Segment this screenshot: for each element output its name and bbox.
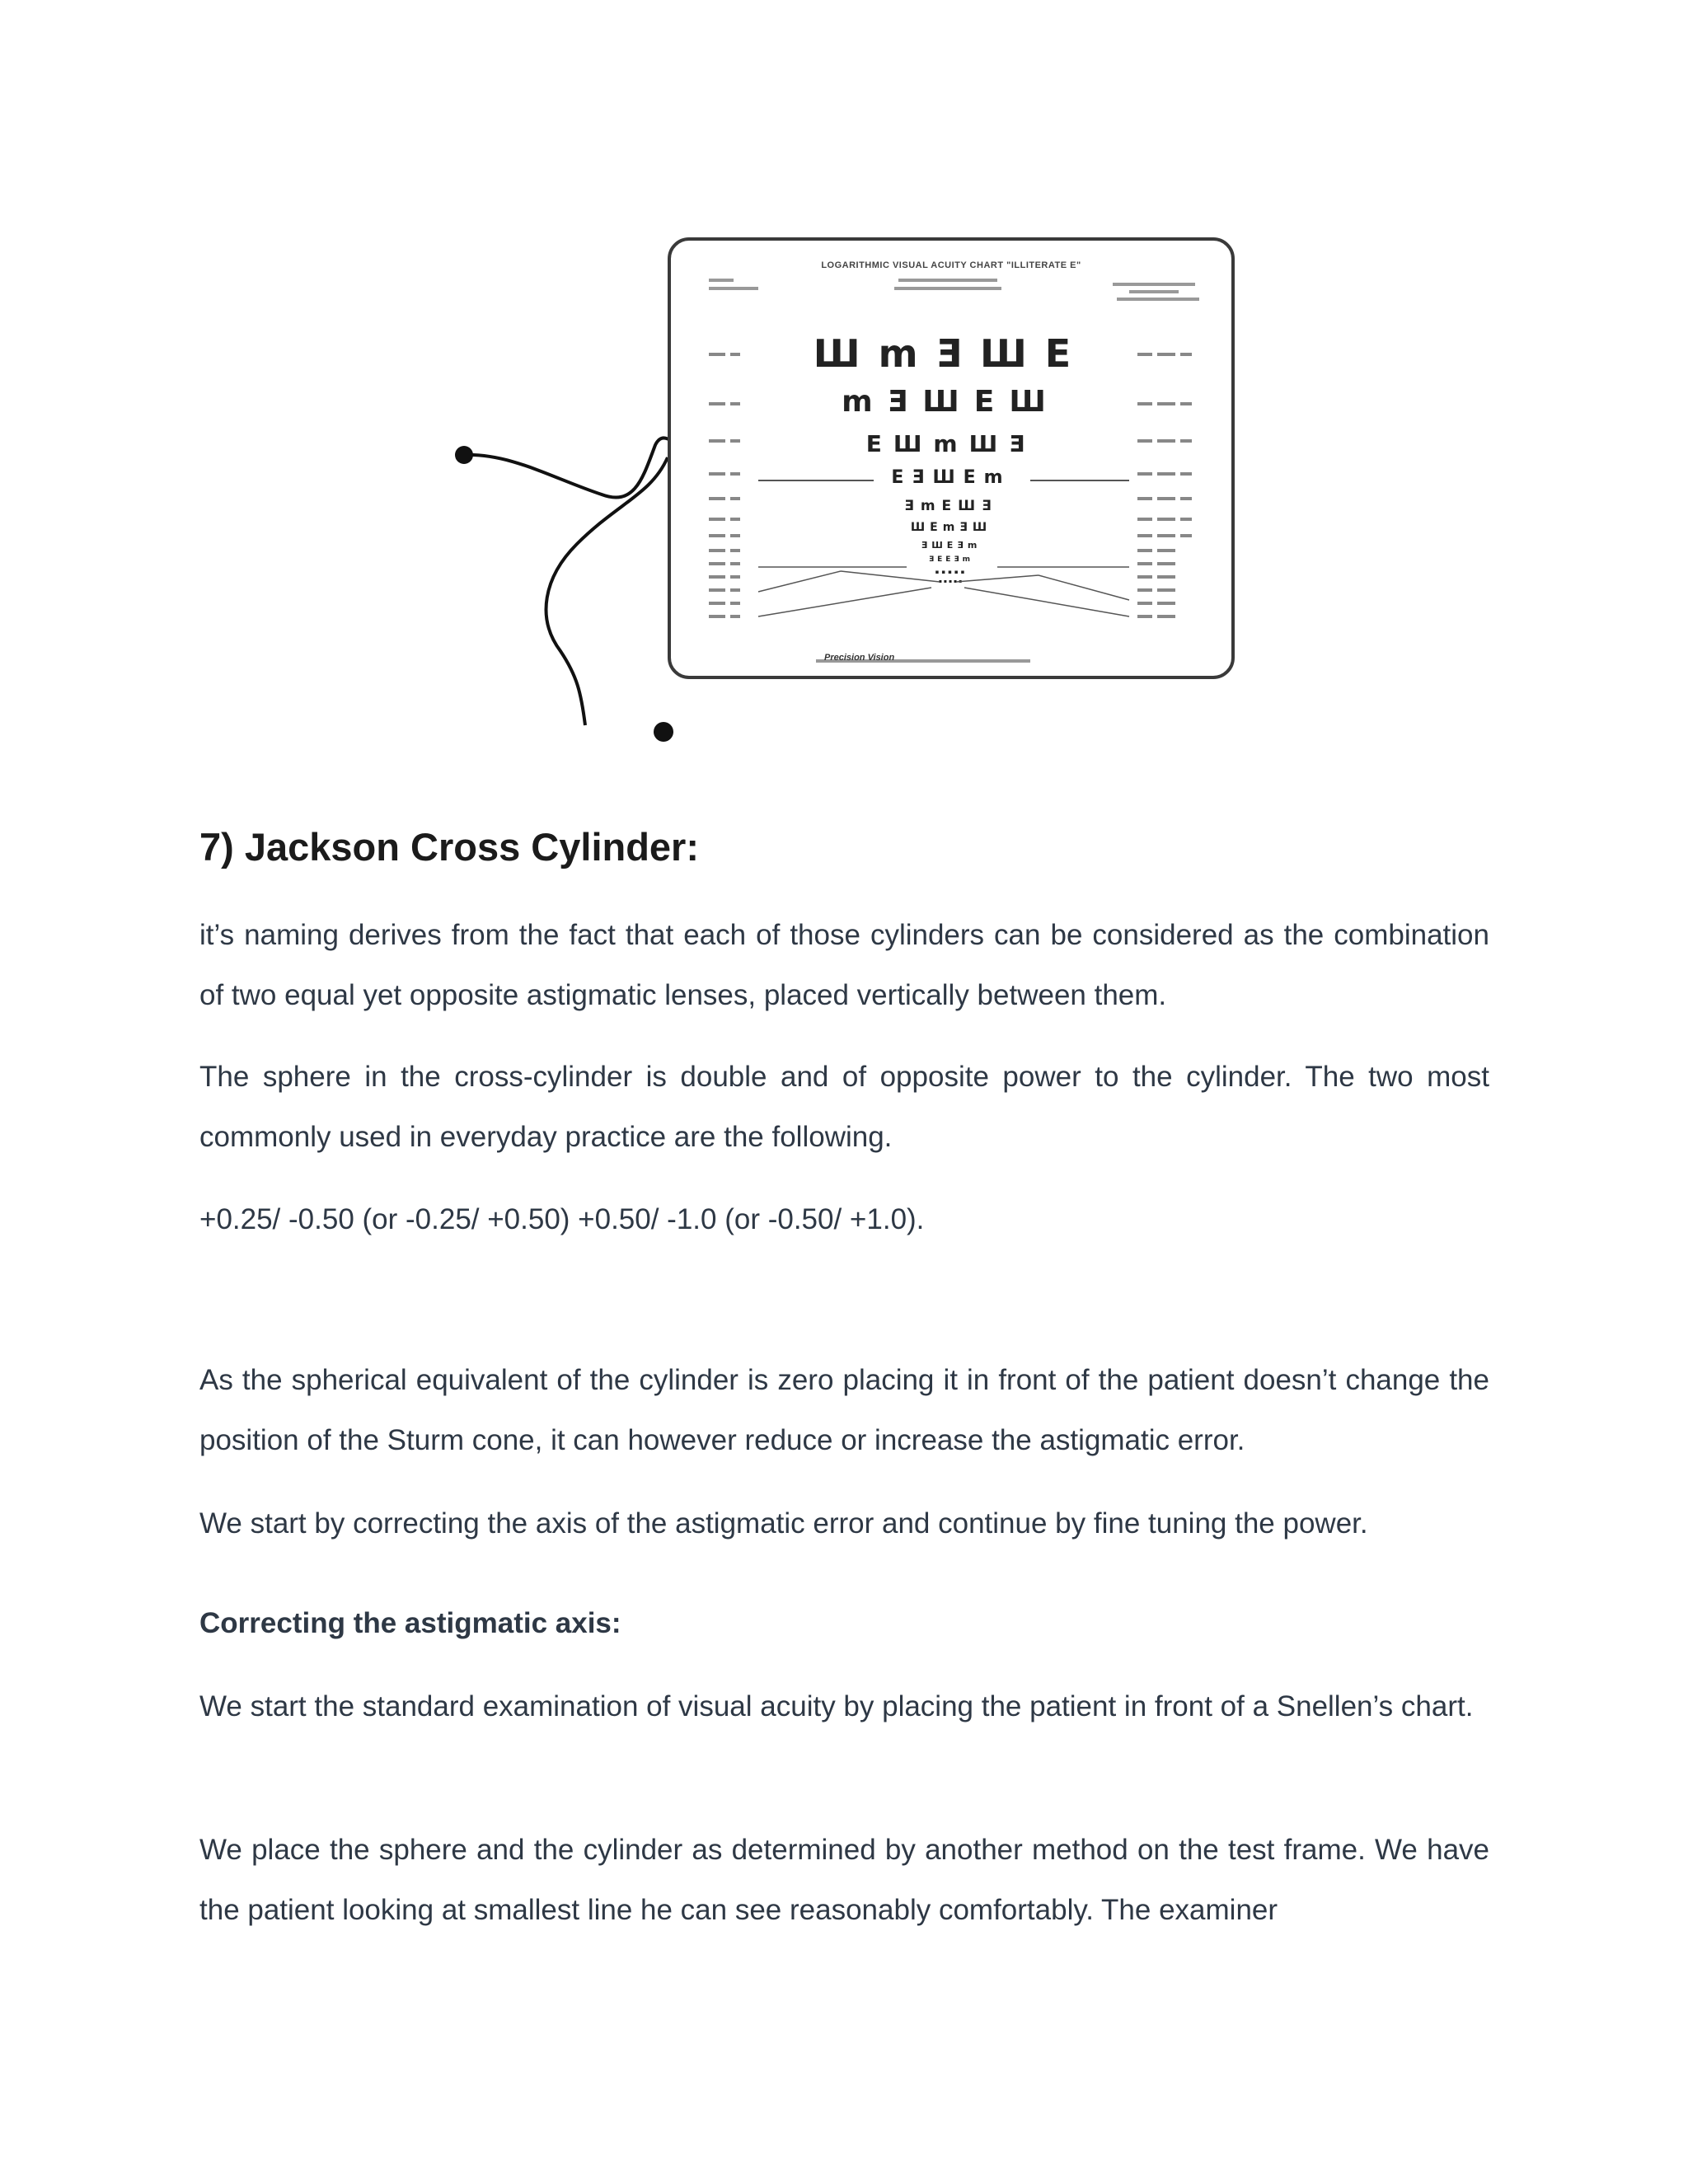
- visual-acuity-chart-figure: [445, 231, 1253, 758]
- paragraph-naming: it’s naming derives from the fact that each of those cylinders can be considered as the combination of two equal yet opposite astigmatic lenses, placed vertically between them.: [199, 919, 1489, 1011]
- chart-brand-logo: Precision Vision: [824, 653, 895, 663]
- acuity-chart-card: [668, 237, 1235, 679]
- section-heading: 7) Jackson Cross Cylinder:: [199, 825, 699, 869]
- optotype-row-6: ШEmƎШ: [910, 521, 992, 534]
- optotype-row-9: ▪▪▪▪▪: [935, 569, 968, 575]
- paragraph-sphere: The sphere in the cross-cylinder is double and of opposite power to the cylinder. The two most commonly used in everyday practice are the following.: [199, 1061, 1489, 1153]
- paragraph-spherical-equivalent: As the spherical equivalent of the cylinder is zero placing it in front of the patient doesn’t change the position of the Sturm cone, it can however reduce or increase the astigmatic error.: [199, 1364, 1489, 1456]
- chart-title: LOGARITHMIC VISUAL ACUITY CHART "ILLITERATE E": [821, 260, 1081, 270]
- optotype-row-10: ▪▪▪▪▪: [938, 579, 964, 584]
- guide-lines: [668, 237, 1235, 679]
- optotype-row-5: ƎmEШƎ: [904, 498, 998, 514]
- optotype-row-1: ШmƎШE: [813, 331, 1090, 376]
- optotype-row-8: ƎEEƎm: [929, 555, 973, 564]
- optotype-row-4: EƎШEm: [891, 467, 1011, 488]
- paragraph-values: +0.25/ -0.50 (or -0.25/ +0.50) +0.50/ -1.0 (or -0.50/ +1.0).: [199, 1203, 925, 1235]
- paragraph-snellen: We start the standard examination of visual acuity by placing the patient in front of a Snellen’s chart.: [199, 1690, 1474, 1722]
- optotype-row-2: mƎШEШ: [842, 385, 1061, 419]
- paragraph-test-frame: We place the sphere and the cylinder as determined by another method on the test frame. We have the patient looking at smallest line he can see reasonably comfortably. The examiner: [199, 1834, 1489, 1926]
- subheading-axis: Correcting the astigmatic axis:: [199, 1607, 621, 1639]
- optotype-row-3: EШmШƎ: [865, 430, 1037, 457]
- paragraph-axis-then-power: We start by correcting the axis of the astigmatic error and continue by fine tuning the power.: [199, 1507, 1368, 1540]
- optotype-row-7: ƎШEƎm: [921, 540, 982, 551]
